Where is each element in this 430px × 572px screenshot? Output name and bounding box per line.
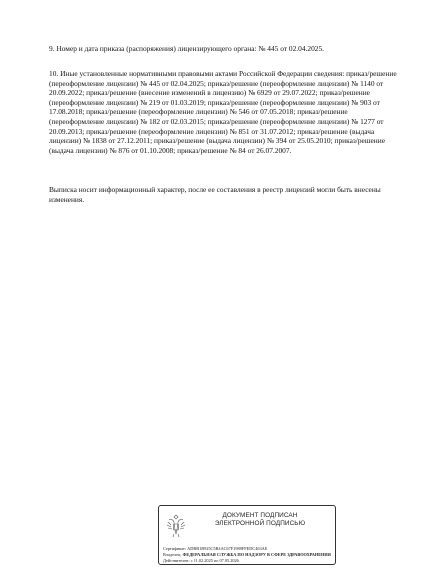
stamp-title-line1: ДОКУМЕНТ ПОДПИСАН: [222, 512, 298, 519]
coat-of-arms-icon: [165, 512, 187, 538]
stamp-title: [189, 512, 331, 528]
stamp-certificate: Сертификат: ADBB1B925C5B4AC67F1988FFEDC463AE: [163, 546, 268, 551]
stamp-owner: ФЕДЕРАЛЬНАЯ СЛУЖБА ПО НАДЗОРУ В СФЕРЕ ЗДРАВООХРАНЕНИЯ: [182, 552, 331, 557]
disclaimer-note: Выписка носит информационный характер, после ее составления в реестр лицензий могли быть внесены изменения.: [49, 185, 381, 204]
stamp-details: [163, 546, 332, 564]
stamp-owner-label: Владелец:: [163, 552, 183, 557]
item-9-order-number: 9. Номер и дата приказа (распоряжения) лицензирующего органа: № 445 от 02.04.2025.: [49, 44, 325, 53]
electronic-signature-stamp: [158, 505, 336, 565]
stamp-validity: Действителен: с 11.02.2025 по 07.05.2026: [163, 558, 239, 563]
item-10-other-info: 10. Иные установленные нормативными правовыми актами Российской Федерации сведения: приказ/решение (переоформление лицензии) № 445 от 02.04.2025; приказ/решение (переоформление лицензии) № 1140 от 20.09.2022; приказ/решение (внесение изменений в лицензию) № 6929 от 29.07.2022; приказ/решение (переоформление лицензии) № 219 от 01.03.2019; приказ/решение (переоформление лицензии) № 903 от 17.08.2018; приказ/решение (переоформление лицензии) № 546 от 07.05.2018; приказ/решение (переоформление лицензии) № 182 от 02.03.2015; приказ/решение (переоформление лицензии) № 1277 от 20.09.2013; приказ/решение (переоформление лицензии) № 851 от 31.07.2012; приказ/решение (выдача лицензии) № 1838 от 27.12.2011; приказ/решение (выдача лицензии) № 394 от 25.05.2010; приказ/решение (выдача лицензии) № 876 от 01.10.2008; приказ/решение № 84 от 26.07.2007.: [49, 69, 397, 155]
stamp-title-line2: ЭЛЕКТРОННОЙ ПОДПИСЬЮ: [214, 520, 306, 527]
